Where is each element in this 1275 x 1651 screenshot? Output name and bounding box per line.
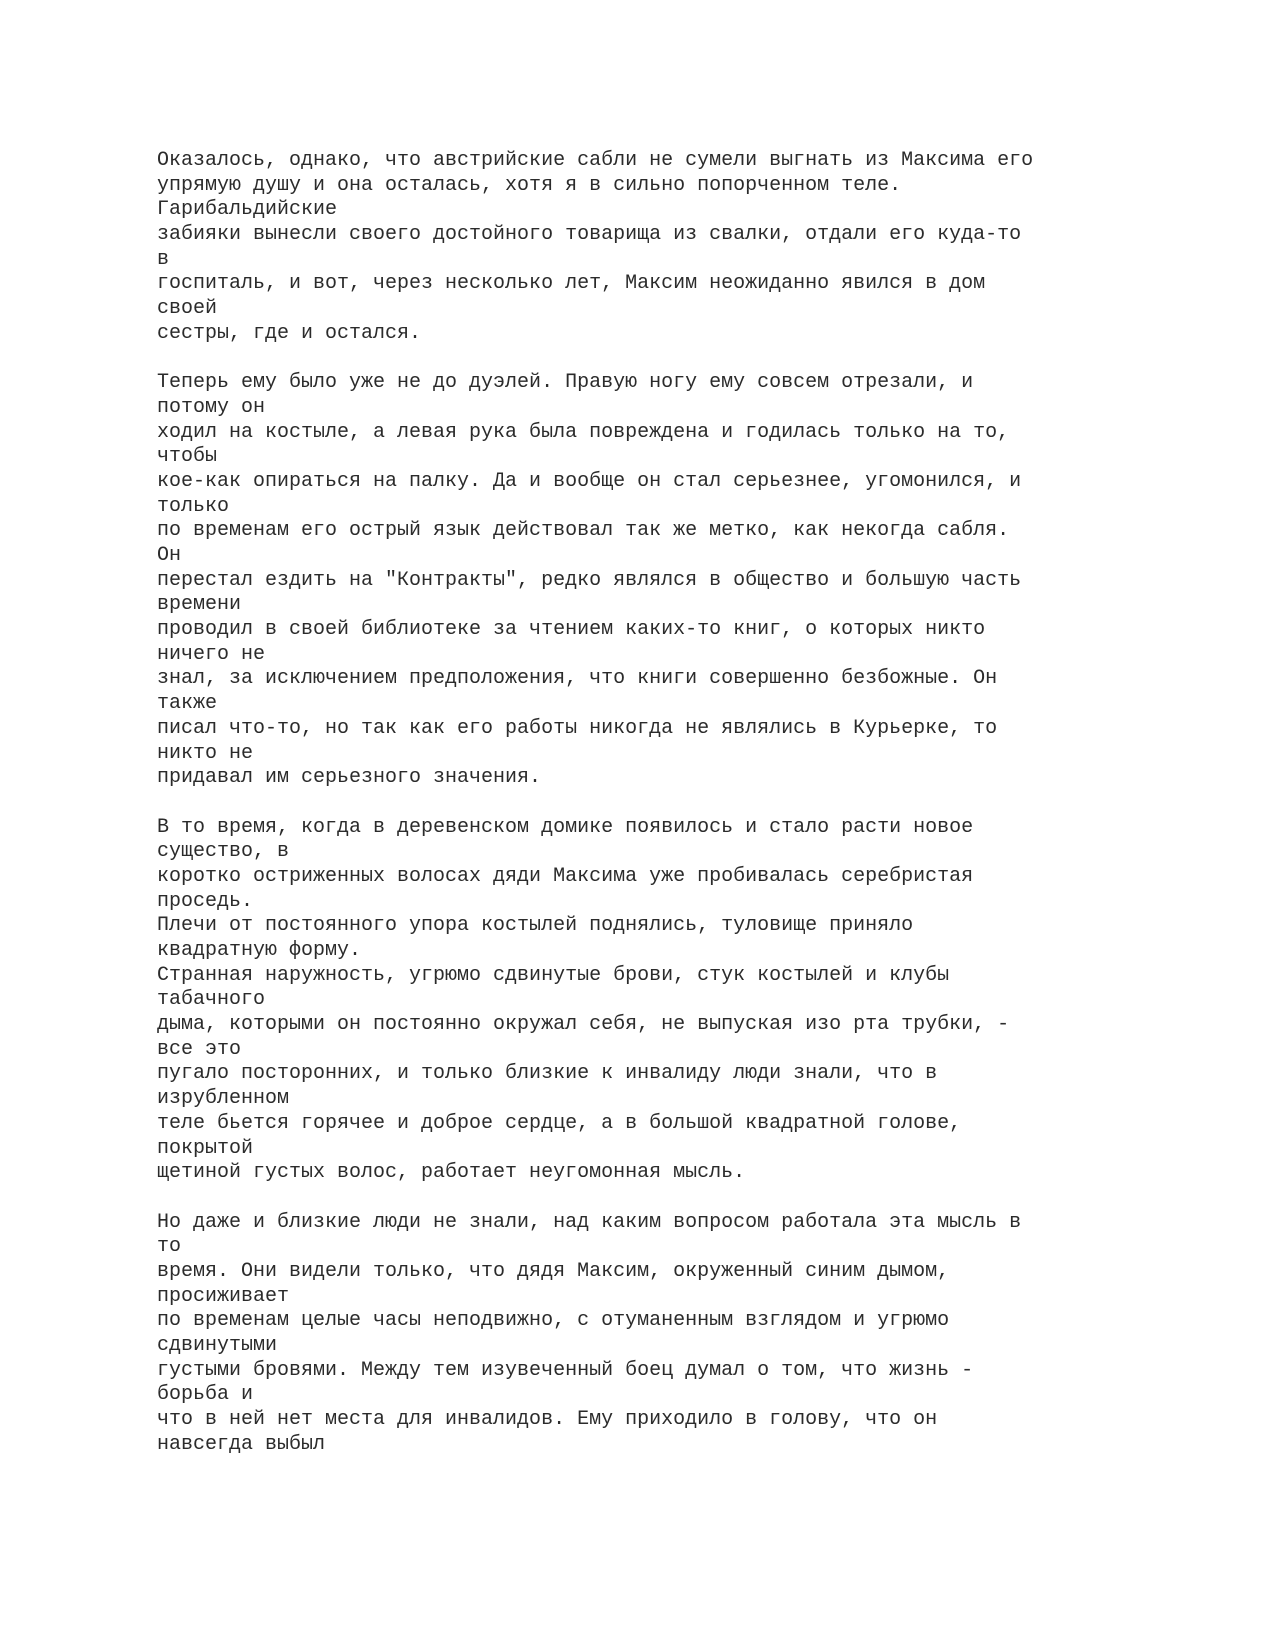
text-line: теле бьется горячее и доброе сердце, а в большой квадратной голове, [157,1111,962,1135]
text-line: писал что-то, но так как его работы никогда не являлись в Курьерке, то [157,716,998,740]
text-line: по временам целые часы неподвижно, с отуманенным взглядом и угрюмо [157,1309,950,1333]
text-line: покрытой [157,1136,254,1160]
text-line: Теперь ему было уже не до дуэлей. Правую ногу ему совсем отрезали, и [157,371,974,395]
paragraph-3 [157,816,1237,1186]
text-line: никто не [157,741,254,765]
text-line: навсегда выбыл [157,1432,326,1456]
text-line: чтобы [157,445,218,469]
text-line: потому он [157,395,266,419]
text-line: придавал им серьезного значения. [157,766,542,790]
text-line: табачного [157,988,266,1012]
text-line: забияки вынесли своего достойного товарища из свалки, отдали его куда-то [157,223,1022,247]
text-line: Он [157,544,182,567]
text-line: по временам его острый язык действовал так же метко, как некогда сабля. [157,519,1010,543]
document-body [157,149,1237,1482]
text-line: в [157,247,170,271]
text-line: квадратную форму. [157,939,362,962]
text-line: пугало посторонних, и только близкие к инвалиду люди знали, что в [157,1062,938,1086]
text-line: своей [157,297,218,321]
text-line: Гарибальдийские [157,198,338,222]
text-line: существо, в [157,840,290,864]
paragraph-1 [157,149,1237,347]
text-line: коротко остриженных волосах дяди Максима уже пробивалась серебристая [157,864,974,888]
text-line: упрямую душу и она осталась, хотя я в сильно попорченном теле. [157,173,902,197]
text-line: времени [157,593,242,617]
text-line: В то время, когда в деревенском домике появилось и стало расти новое [157,815,974,839]
text-line: то [157,1235,182,1259]
text-line: что в ней нет места для инвалидов. Ему приходило в голову, что он [157,1408,938,1432]
paragraph-4 [157,1211,1237,1458]
text-line: Странная наружность, угрюмо сдвинутые брови, стук костылей и клубы [157,963,950,987]
text-line: щетиной густых волос, работает неугомонная мысль. [157,1161,746,1185]
text-line: только [157,494,230,518]
text-line: также [157,692,218,716]
text-line: Оказалось, однако, что австрийские сабли не сумели выгнать из Максима его [157,149,1034,172]
text-line: просиживает [157,1284,290,1308]
text-line: Плечи от постоянного упора костылей поднялись, туловище приняло [157,914,914,938]
text-line: все это [157,1037,242,1061]
text-line: ничего не [157,642,266,666]
text-line: проседь. [157,889,254,913]
text-line: перестал ездить на "Контракты", редко являлся в общество и большую часть [157,568,1022,592]
text-line: сестры, где и остался. [157,321,422,345]
text-line: изрубленном [157,1087,290,1111]
text-line: время. Они видели только, что дядя Максим, окруженный синим дымом, [157,1259,950,1283]
paragraph-2 [157,371,1237,791]
text-line: сдвинутыми [157,1334,278,1357]
text-line: ходил на костыле, а левая рука была повреждена и годилась только на то, [157,420,1010,444]
text-line: густыми бровями. Между тем изувеченный боец думал о том, что жизнь - [157,1358,974,1382]
text-line: Но даже и близкие люди не знали, над каким вопросом работала эта мысль в [157,1210,1022,1234]
text-line: кое-как опираться на палку. Да и вообще он стал серьезнее, угомонился, и [157,469,1022,493]
text-line: борьба и [157,1383,254,1407]
text-line: госпиталь, и вот, через несколько лет, Максим неожиданно явился в дом [157,272,986,296]
text-line: проводил в своей библиотеке за чтением каких-то книг, о которых никто [157,618,986,642]
text-line: знал, за исключением предположения, что книги совершенно безбожные. Он [157,667,998,691]
text-line: дыма, которыми он постоянно окружал себя, не выпуская изо рта трубки, - [157,1013,1010,1037]
